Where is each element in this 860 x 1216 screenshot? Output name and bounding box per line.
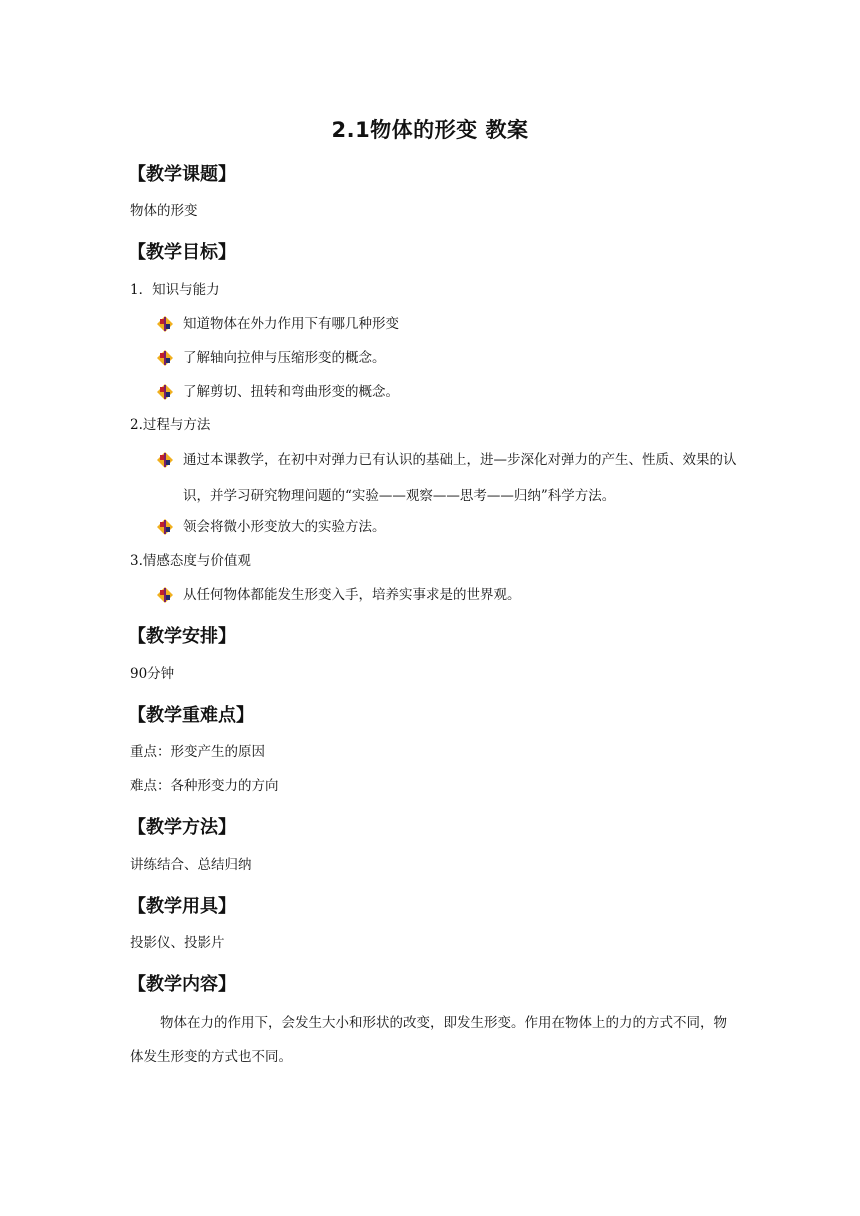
section-heading-tools: 【教学用具】 [128, 896, 236, 917]
diamond-bullet-icon [157, 452, 173, 468]
list-item-text: 知道物体在外力作用下有哪几种形变 [183, 316, 399, 332]
list-item [157, 517, 386, 537]
topic-text: 物体的形变 [130, 203, 198, 219]
list-item-text: 从任何物体都能发生形变入手，培养实事求是的世界观。 [183, 587, 521, 603]
tools-text: 投影仪、投影片 [130, 935, 225, 951]
list-item-text: 了解轴向拉伸与压缩形变的概念。 [183, 350, 386, 366]
list-item-text: 通过本课教学，在初中对弹力已有认识的基础上，进—步深化对弹力的产生、性质、效果的认识，并学习研究物理问题的“实验——观察——思考——归纳”科学方法。 [183, 452, 737, 504]
list-item-text: 领会将微小形变放大的实验方法。 [183, 519, 386, 535]
section-heading-schedule: 【教学安排】 [128, 626, 236, 647]
goal-group-label: 3.情感态度与价值观 [130, 553, 251, 569]
list-item [157, 348, 386, 368]
diamond-bullet-icon [157, 384, 173, 400]
diamond-bullet-icon [157, 519, 173, 535]
goal-group-label: 2.过程与方法 [130, 417, 211, 433]
method-text: 讲练结合、总结归纳 [130, 857, 252, 873]
difficulty-text: 难点：各种形变力的方向 [130, 778, 279, 794]
content-paragraph: 物体在力的作用下，会发生大小和形状的改变，即发生形变。作用在物体上的力的方式不同，物体发生形变的方式也不同。 [130, 1015, 727, 1065]
section-heading-key-points: 【教学重难点】 [128, 705, 254, 726]
list-item [157, 585, 521, 605]
diamond-bullet-icon [157, 587, 173, 603]
section-heading-method: 【教学方法】 [128, 817, 236, 838]
list-item [157, 382, 399, 402]
goal-group-label: 1．知识与能力 [130, 282, 220, 298]
list-item [157, 450, 756, 514]
list-item-text: 了解剪切、扭转和弯曲形变的概念。 [183, 384, 399, 400]
key-point-text: 重点：形变产生的原因 [130, 744, 265, 760]
list-item [157, 314, 399, 334]
section-heading-content: 【教学内容】 [128, 974, 236, 995]
section-heading-goals: 【教学目标】 [128, 242, 236, 263]
diamond-bullet-icon [157, 350, 173, 366]
diamond-bullet-icon [157, 316, 173, 332]
section-heading-topic: 【教学课题】 [128, 164, 236, 185]
document-title: 2.1物体的形变 教案 [331, 118, 529, 142]
schedule-text: 90分钟 [130, 666, 175, 682]
